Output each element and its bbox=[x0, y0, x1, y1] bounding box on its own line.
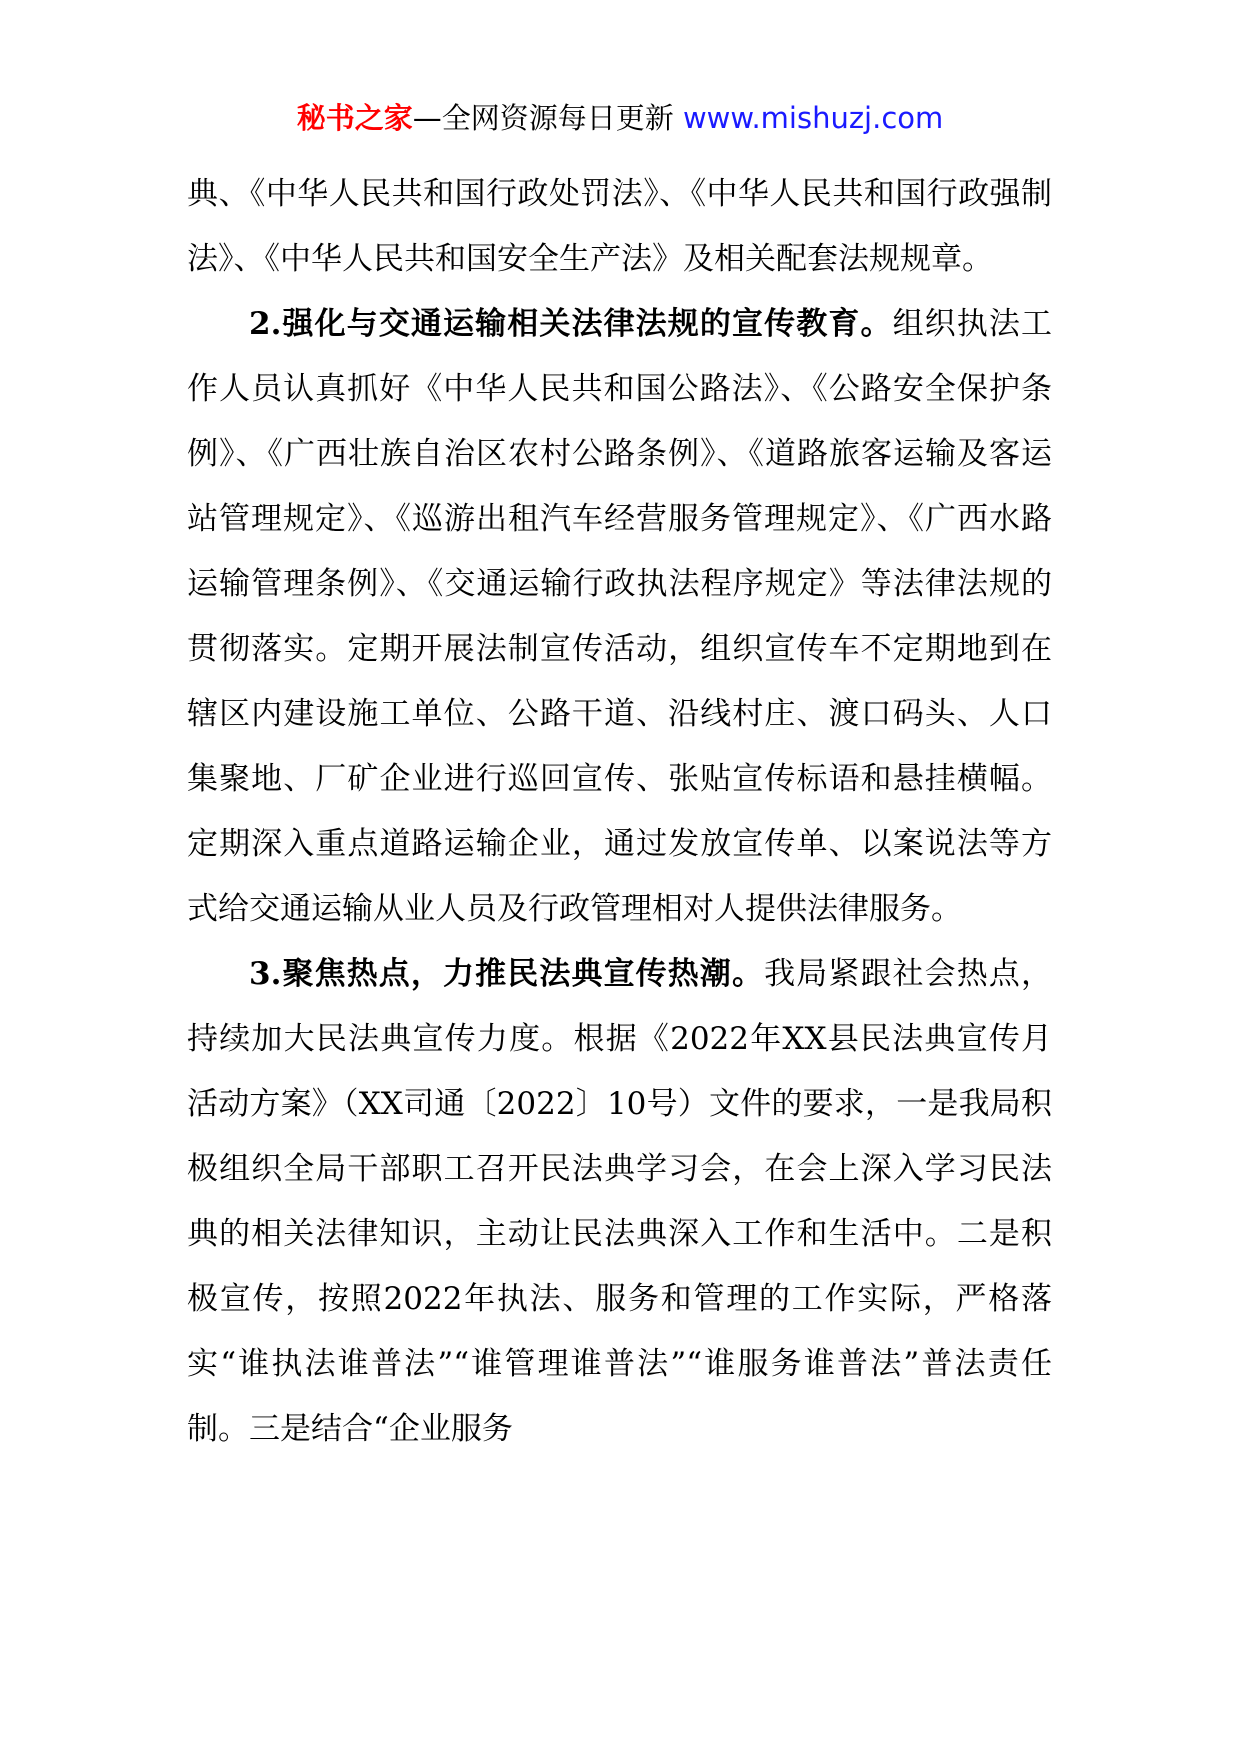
watermark-slogan: —全网资源每日更新 bbox=[412, 101, 674, 135]
paragraph-continuation bbox=[187, 162, 1052, 292]
paragraph-heading: 3.聚焦热点，力推民法典宣传热潮。 bbox=[249, 956, 765, 992]
paragraph-civil-code bbox=[187, 942, 1052, 1462]
site-watermark bbox=[0, 98, 1240, 138]
document-body bbox=[187, 162, 1052, 1462]
paragraph-body: 典、《中华人民共和国行政处罚法》、《中华人民共和国行政强制法》、《中华人民共和国安全生产法》及相关配套法规规章。 bbox=[187, 176, 1052, 277]
paragraph-body: 我局紧跟社会热点，持续加大民法典宣传力度。根据《2022年XX县民法典宣传月活动方案》（XX司通〔2022〕10号）文件的要求，一是我局积极组织全局干部职工召开民法典学习会，在会上深入学习民法典的相关法律知识，主动让民法典深入工作和生活中。二是积极宣传，按照2022年执法、服务和管理的工作实际，严格落实“谁执法谁普法”“谁管理谁普法”“谁服务谁普法”普法责任制。三是结合“企业服务 bbox=[187, 956, 1052, 1447]
paragraph-law-education bbox=[187, 292, 1052, 942]
watermark-brand: 秘书之家 bbox=[296, 101, 413, 135]
watermark-url: www.mishuzj.com bbox=[682, 101, 944, 135]
paragraph-heading: 2.强化与交通运输相关法律法规的宣传教育。 bbox=[249, 306, 893, 342]
paragraph-body: 组织执法工作人员认真抓好《中华人民共和国公路法》、《公路安全保护条例》、《广西壮族自治区农村公路条例》、《道路旅客运输及客运站管理规定》、《巡游出租汽车经营服务管理规定》、《广西水路运输管理条例》、《交通运输行政执法程序规定》等法律法规的贯彻落实。定期开展法制宣传活动，组织宣传车不定期地到在辖区内建设施工单位、公路干道、沿线村庄、渡口码头、人口集聚地、厂矿企业进行巡回宣传、张贴宣传标语和悬挂横幅。定期深入重点道路运输企业，通过发放宣传单、以案说法等方式给交通运输从业人员及行政管理相对人提供法律服务。 bbox=[187, 306, 1052, 927]
